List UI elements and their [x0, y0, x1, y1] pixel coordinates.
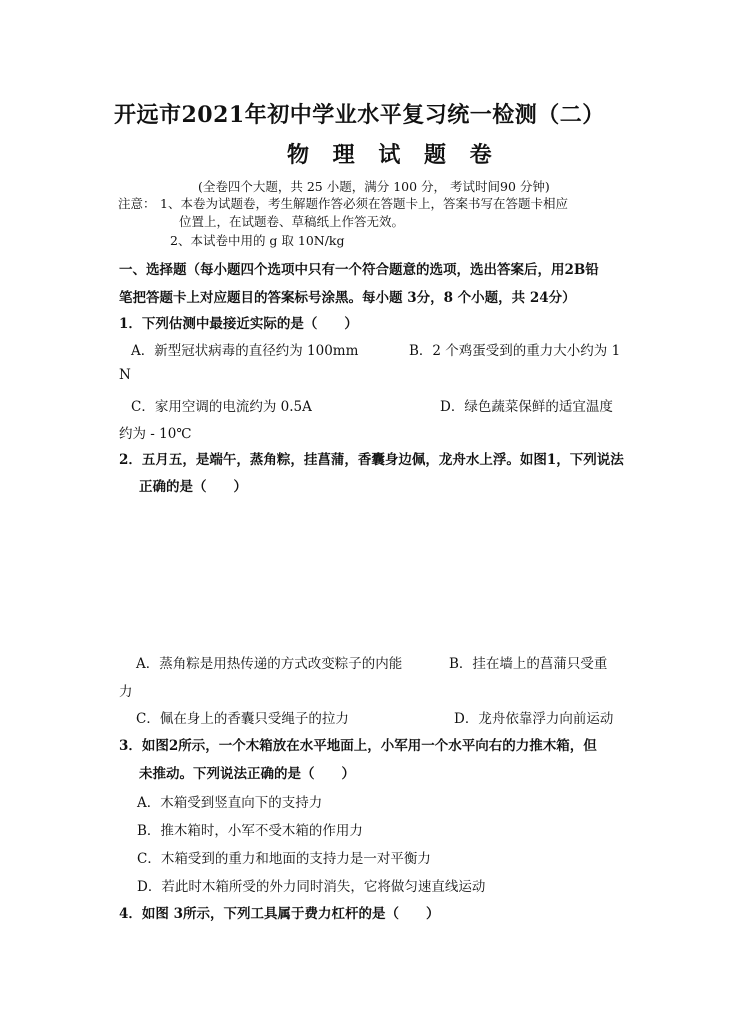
- question-3-stem-line2: 未推动。下列说法正确的是（ ）: [139, 766, 355, 782]
- question-2-option-c: C．佩在身上的香囊只受绳子的拉力: [136, 711, 349, 727]
- note-1: 1、本卷为试题卷，考生解题作答必须在答题卡上，答案书写在答题卡相应: [160, 196, 568, 211]
- question-1-option-c: C．家用空调的电流约为 0.5A: [131, 399, 312, 415]
- section-heading-line2: 笔把答题卡上对应题目的答案标号涂黑。每小题 3分，8 个小题，共 24分）: [119, 290, 576, 306]
- notes-label: 注意：: [118, 196, 156, 211]
- question-1-option-b-continued: N: [119, 367, 131, 383]
- question-1-option-d-continued: 约为 - 10℃: [119, 426, 192, 442]
- question-1-option-b: B．2 个鸡蛋受到的重力大小约为 1: [409, 343, 621, 359]
- question-2-option-a: A．蒸角粽是用热传递的方式改变粽子的内能: [136, 656, 403, 672]
- note-1-continued: 位置上，在试题卷、草稿纸上作答无效。: [179, 214, 405, 229]
- question-2-option-b: B．挂在墙上的菖蒲只受重: [449, 656, 608, 672]
- note-2: 2、本试卷中用的 g 取 10N/kg: [170, 233, 345, 248]
- question-2-stem-line1: 2．五月五，是端午，蒸角粽，挂菖蒲，香囊身边佩，龙舟水上浮。如图1，下列说法: [119, 452, 624, 468]
- question-1-option-a: A．新型冠状病毒的直径约为 100mm: [131, 343, 359, 359]
- question-3-option-d: D．若此时木箱所受的外力同时消失，它将做匀速直线运动: [137, 879, 486, 895]
- question-3-stem-line1: 3．如图2所示，一个木箱放在水平地面上，小军用一个水平向右的力推木箱，但: [119, 738, 597, 754]
- exam-title: 开远市2021年初中学业水平复习统一检测（二）: [114, 102, 605, 128]
- question-1-stem: 1．下列估测中最接近实际的是（ ）: [119, 316, 358, 332]
- question-3-option-a: A．木箱受到竖直向下的支持力: [137, 795, 323, 811]
- question-3-option-b: B．推木箱时，小军不受木箱的作用力: [137, 823, 363, 839]
- question-3-option-c: C．木箱受到的重力和地面的支持力是一对平衡力: [137, 851, 431, 867]
- section-heading-line1: 一、选择题（每小题四个选项中只有一个符合题意的选项，选出答案后，用2B铅: [119, 262, 599, 278]
- exam-info: (全卷四个大题，共 25 小题，满分 100 分， 考试时间90 分钟): [198, 179, 550, 194]
- question-2-stem-line2: 正确的是（ ）: [139, 479, 247, 495]
- question-2-option-d: D．龙舟依靠浮力向前运动: [454, 711, 614, 727]
- exam-subtitle: 物 理 试 题 卷: [287, 142, 500, 168]
- question-1-option-d: D．绿色蔬菜保鲜的适宜温度: [440, 399, 613, 415]
- question-4-stem: 4．如图 3所示，下列工具属于费力杠杆的是（ ）: [119, 906, 440, 922]
- question-2-option-b-continued: 力: [119, 684, 133, 700]
